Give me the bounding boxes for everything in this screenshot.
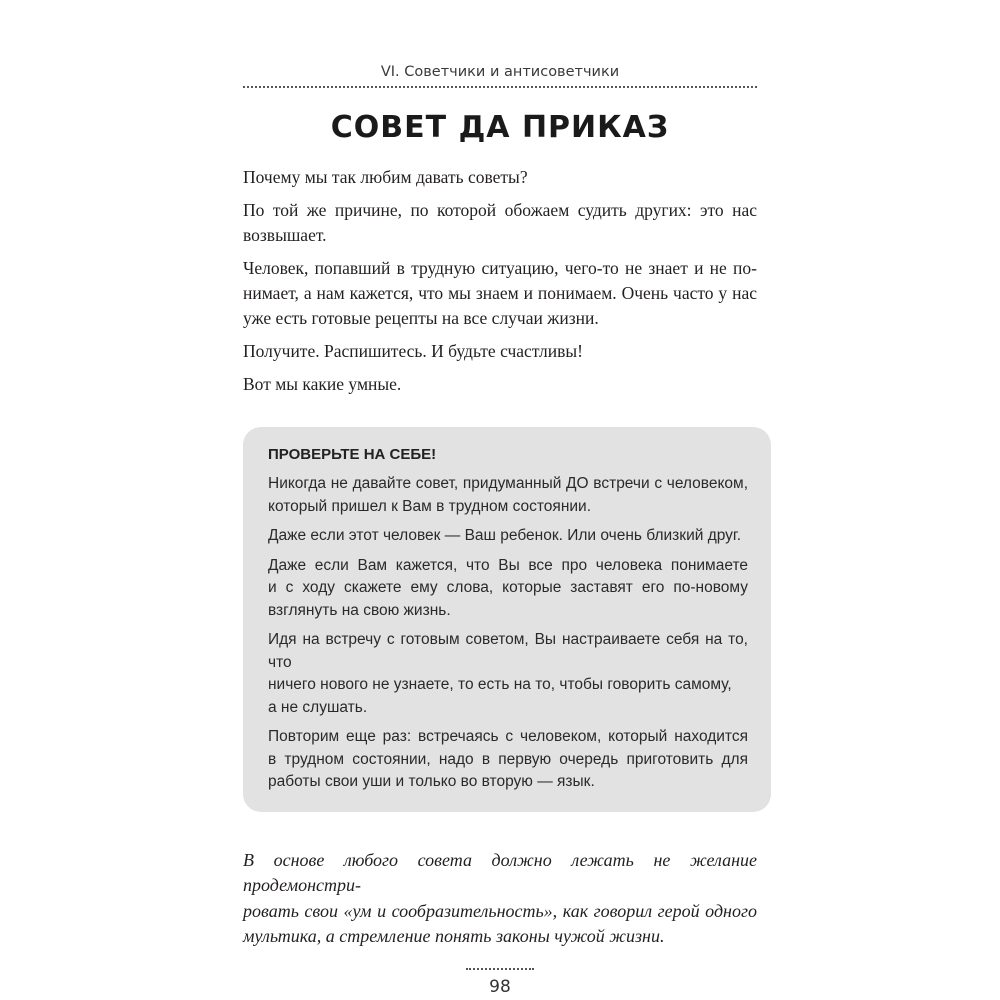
text-line: возвышает.: [243, 225, 327, 245]
page-content: [243, 62, 771, 998]
footer: [243, 968, 757, 998]
page-number: 98: [489, 976, 511, 997]
running-header: VI. Советчики и антисоветчики: [380, 64, 620, 80]
text-line: уже есть готовые рецепты на все случаи жизни.: [243, 308, 599, 328]
callout-paragraph: [268, 726, 748, 794]
text-line: и с ходу скажете ему слова, которые заставят его по-новому: [268, 579, 748, 596]
callout-paragraph: [268, 629, 748, 719]
callout-heading: ПРОВЕРЬТЕ НА СЕБЕ!: [268, 446, 437, 463]
text-line: Вот мы какие умные.: [243, 374, 402, 394]
text-line: нимает, а нам кажется, что мы знаем и понимаем. Очень часто у нас: [243, 283, 757, 303]
paragraph: [243, 165, 757, 190]
text-line: а не слушать.: [268, 698, 368, 716]
text-line: По той же причине, по которой обожаем судить других: это нас: [243, 200, 757, 220]
paragraph: [243, 372, 757, 397]
page-title: СОВЕТ ДА ПРИКАЗ: [330, 110, 670, 145]
callout-paragraph: [268, 473, 748, 518]
text-line: в трудном состоянии, надо в первую очередь приготовить для: [268, 750, 748, 768]
text-line: Никогда не давайте совет, придуманный ДО встречи с человеком,: [268, 475, 748, 492]
text-line: мультика, а стремление понять законы чужой жизни.: [243, 926, 665, 946]
text-line: В основе любого совета должно лежать не желание продемонстри-: [243, 849, 757, 895]
paragraph: [243, 256, 757, 331]
text-line: который пришел к Вам в трудном состоянии.: [268, 497, 592, 515]
text-line: Повторим еще раз: встречаясь с человеком, который находится: [268, 728, 748, 745]
text-line: взглянуть на свою жизнь.: [268, 601, 451, 619]
footer-divider: [466, 968, 534, 970]
callout-paragraph: [268, 525, 748, 548]
text-line: ничего нового не узнаете, то есть на то, чтобы говорить самому,: [268, 676, 732, 693]
text-line: ровать свои «ум и сообразительность», как говорил герой одного: [243, 900, 757, 921]
text-line: Даже если этот человек — Ваш ребенок. Или очень близкий друг.: [268, 527, 741, 544]
text-line: Получите. Распишитесь. И будьте счастливы!: [243, 341, 583, 361]
header-divider: [243, 86, 757, 88]
paragraph: [243, 339, 757, 364]
text-line: Человек, попавший в трудную ситуацию, чего-то не знает и не по-: [243, 258, 757, 278]
paragraph: [243, 198, 757, 248]
text-line: Почему мы так любим давать советы?: [243, 167, 528, 187]
conclusion-paragraph: [243, 848, 757, 950]
callout-box: [243, 427, 771, 812]
text-line: Идя на встречу с готовым советом, Вы настраиваете себя на то, что: [268, 631, 748, 671]
text-line: Даже если Вам кажется, что Вы все про человека понимаете: [268, 556, 748, 574]
callout-paragraph: [268, 555, 748, 623]
text-line: работы свои уши и только во вторую — язык.: [268, 773, 595, 790]
